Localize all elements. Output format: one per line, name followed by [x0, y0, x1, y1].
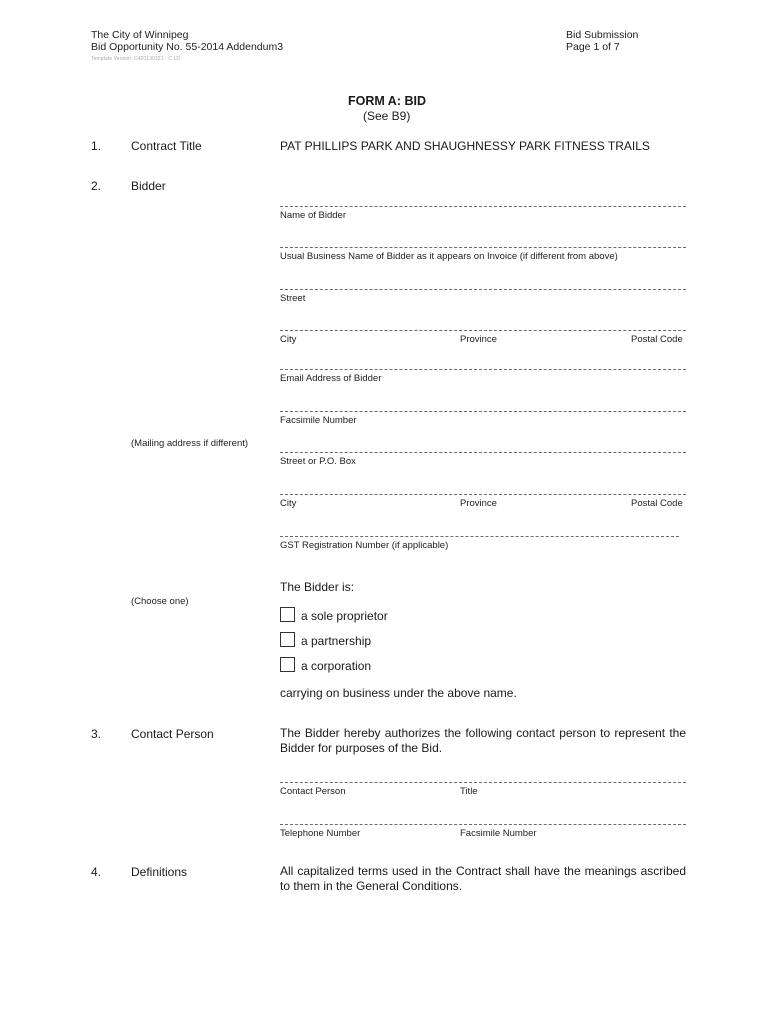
street-label: Street [280, 293, 306, 304]
province-label: Province [460, 334, 497, 345]
city-province-postal-field[interactable] [280, 330, 686, 331]
header-bid-submission: Bid Submission [566, 29, 639, 41]
telephone-number-label: Telephone Number [280, 828, 361, 839]
partnership-label: a partnership [301, 634, 372, 648]
header-organization: The City of Winnipeg [91, 29, 189, 41]
usual-business-name-label: Usual Business Name of Bidder as it appears on Invoice (if different from above) [280, 251, 618, 262]
section-3-number: 3. [91, 727, 102, 741]
email-label: Email Address of Bidder [280, 373, 382, 384]
sole-proprietor-label: a sole proprietor [301, 609, 388, 623]
contact-person-authorization-text: The Bidder hereby authorizes the following contact person to represent the Bidder for purposes of the Bid. [280, 726, 686, 755]
gst-number-field[interactable] [280, 536, 679, 537]
corporation-checkbox[interactable] [280, 657, 295, 672]
mailing-city-label: City [280, 498, 297, 509]
corporation-label: a corporation [301, 659, 372, 673]
partnership-checkbox[interactable] [280, 632, 295, 647]
contact-person-title-field[interactable] [280, 782, 686, 783]
telephone-facsimile-field[interactable] [280, 824, 686, 825]
section-3-label: Contact Person [131, 727, 214, 741]
facsimile-field[interactable] [280, 411, 686, 412]
street-po-box-field[interactable] [280, 452, 686, 453]
section-1-number: 1. [91, 139, 102, 153]
header-template-version: Template Version: C420130321 - C LD [91, 56, 181, 62]
section-4-label: Definitions [131, 865, 188, 879]
section-2-number: 2. [91, 179, 102, 193]
form-subtitle: (See B9) [363, 109, 411, 123]
contract-title-value: PAT PHILLIPS PARK AND SHAUGHNESSY PARK FITNESS TRAILS [280, 139, 650, 153]
contact-facsimile-label: Facsimile Number [460, 828, 537, 839]
form-title: FORM A: BID [348, 94, 426, 108]
street-field[interactable] [280, 289, 686, 290]
mailing-postal-code-label: Postal Code [631, 498, 683, 509]
header-bid-opportunity: Bid Opportunity No. 55-2014 Addendum3 [91, 41, 284, 53]
name-of-bidder-field[interactable] [280, 206, 686, 207]
name-of-bidder-label: Name of Bidder [280, 210, 347, 221]
email-field[interactable] [280, 369, 686, 370]
mailing-city-province-postal-field[interactable] [280, 494, 686, 495]
postal-code-label: Postal Code [631, 334, 683, 345]
mailing-address-note: (Mailing address if different) [131, 438, 249, 449]
definitions-text: All capitalized terms used in the Contract shall have the meanings ascribed to them in the General Conditions. [280, 864, 686, 893]
header-page-number: Page 1 of 7 [566, 41, 620, 53]
carrying-on-business-text: carrying on business under the above name. [280, 686, 517, 700]
section-2-label: Bidder [131, 179, 166, 193]
contact-person-label: Contact Person [280, 786, 346, 797]
street-po-box-label: Street or P.O. Box [280, 456, 356, 467]
gst-number-label: GST Registration Number (if applicable) [280, 540, 449, 551]
section-1-label: Contract Title [131, 139, 202, 153]
contact-title-label: Title [460, 786, 478, 797]
mailing-province-label: Province [460, 498, 497, 509]
usual-business-name-field[interactable] [280, 247, 686, 248]
bidder-is-label: The Bidder is: [280, 580, 355, 594]
section-4-number: 4. [91, 865, 102, 879]
city-label: City [280, 334, 297, 345]
sole-proprietor-checkbox[interactable] [280, 607, 295, 622]
facsimile-label: Facsimile Number [280, 415, 357, 426]
choose-one-note: (Choose one) [131, 596, 189, 607]
